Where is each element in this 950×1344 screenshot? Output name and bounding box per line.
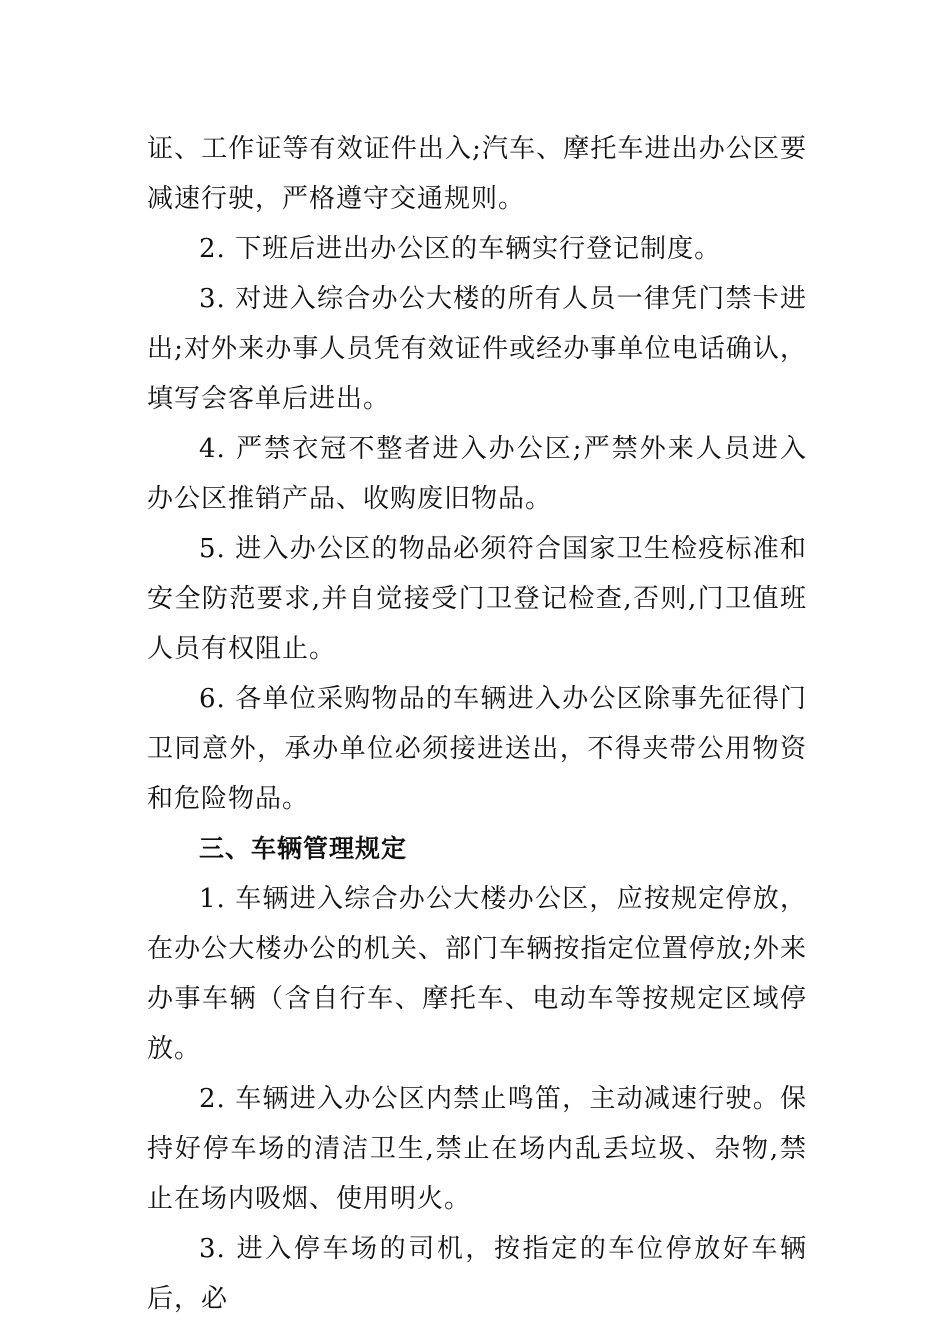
paragraph-item-4: 4. 严禁衣冠不整者进入办公区;严禁外来人员进入办公区推销产品、收购废旧物品。 [147,434,807,514]
paragraph-vehicle-item-3: 3. 进入停车场的司机，按指定的车位停放好车辆后，必 [147,1234,807,1314]
paragraph-vehicle-item-1: 1. 车辆进入综合办公大楼办公区，应按规定停放，在办公大楼办公的机关、部门车辆按指定位置停放;外来办事车辆（含自行车、摩托车、电动车等按规定区域停放。 [147,884,807,1064]
paragraph-continuation: 证、工作证等有效证件出入;汽车、摩托车进出办公区要减速行驶，严格遵守交通规则。 [147,134,807,214]
paragraph-item-5: 5. 进入办公区的物品必须符合国家卫生检疫标准和安全防范要求,并自觉接受门卫登记检查,否则,门卫值班人员有权阻止。 [147,534,807,664]
section-heading-vehicle-rules: 三、车辆管理规定 [199,834,408,863]
paragraph-item-6: 6. 各单位采购物品的车辆进入办公区除事先征得门卫同意外，承办单位必须接进送出，不得夹带公用物资和危险物品。 [147,684,807,814]
paragraph-item-2: 2. 下班后进出办公区的车辆实行登记制度。 [199,234,722,264]
paragraph-item-3: 3. 对进入综合办公大楼的所有人员一律凭门禁卡进出;对外来办事人员凭有效证件或经办事单位电话确认，填写会客单后进出。 [147,284,807,414]
document-body [147,124,807,1324]
paragraph-vehicle-item-2: 2. 车辆进入办公区内禁止鸣笛，主动减速行驶。保持好停车场的清洁卫生,禁止在场内乱丢垃圾、杂物,禁止在场内吸烟、使用明火。 [147,1084,807,1214]
